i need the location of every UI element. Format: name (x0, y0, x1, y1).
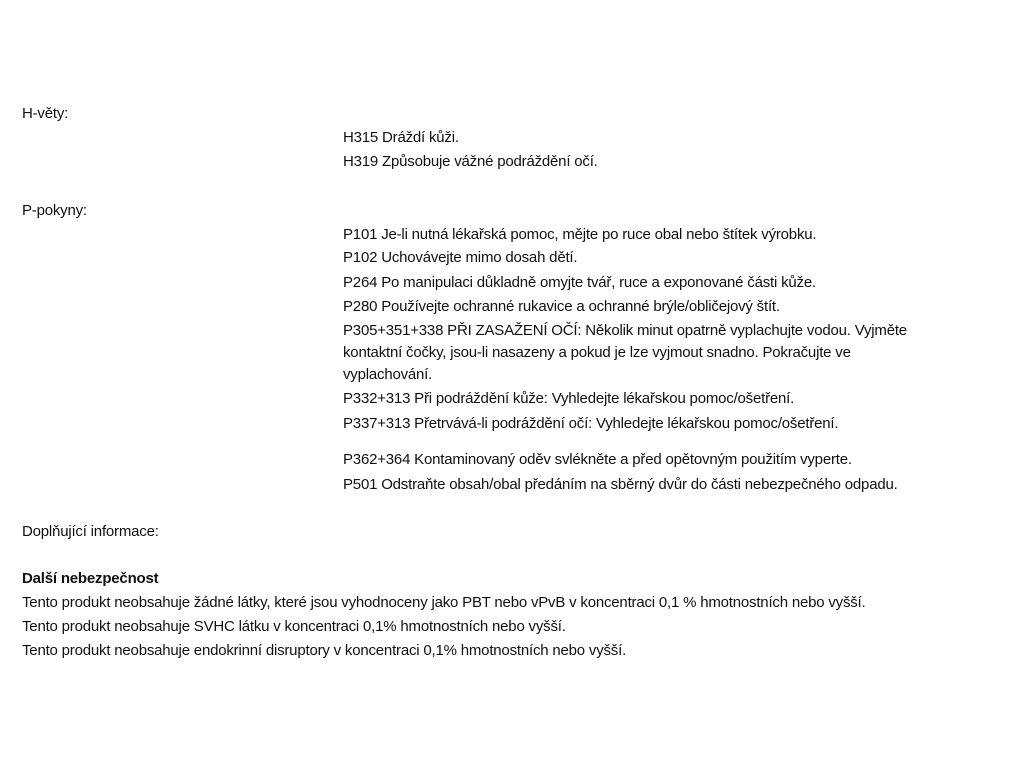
h-statement: H315 Dráždí kůži. (343, 129, 459, 146)
p-statement: P305+351+338 PŘI ZASAŽENÍ OČÍ: Několik minut opatrně vyplachujte vodou. Vyjměte (343, 322, 907, 339)
p-statement-continued: kontaktní čočky, jsou-li nasazeny a pokud je lze vyjmout snadno. Pokračujte ve (343, 344, 851, 361)
p-statement: P337+313 Přetrvává-li podráždění očí: Vyhledejte lékařskou pomoc/ošetření. (343, 415, 839, 432)
p-statement: P332+313 Při podráždění kůže: Vyhledejte lékařskou pomoc/ošetření. (343, 390, 795, 407)
p-statements-label: P-pokyny: (22, 202, 87, 219)
p-statement: P362+364 Kontaminovaný oděv svlékněte a před opětovným použitím vyperte. (343, 451, 852, 468)
other-hazards-line: Tento produkt neobsahuje endokrinní disruptory v koncentraci 0,1% hmotnostních nebo vyšší. (22, 642, 627, 659)
h-statement: H319 Způsobuje vážné podráždění očí. (343, 153, 598, 170)
p-statement: P101 Je-li nutná lékařská pomoc, mějte po ruce obal nebo štítek výrobku. (343, 226, 817, 243)
p-statement: P102 Uchovávejte mimo dosah dětí. (343, 249, 578, 266)
other-hazards-heading-text: Další nebezpečnost (22, 570, 159, 587)
p-statement: P280 Používejte ochranné rukavice a ochranné brýle/obličejový štít. (343, 298, 780, 315)
p-statement-continued: vyplachování. (343, 366, 433, 383)
supplementary-info-label: Doplňující informace: (22, 523, 159, 540)
other-hazards-line: Tento produkt neobsahuje žádné látky, které jsou vyhodnoceny jako PBT nebo vPvB v koncentraci 0,1 % hmotnostních nebo vyšší. (22, 594, 866, 611)
h-statements-label: H-věty: (22, 105, 69, 122)
other-hazards-line: Tento produkt neobsahuje SVHC látku v koncentraci 0,1% hmotnostních nebo vyšší. (22, 618, 566, 635)
p-statement: P264 Po manipulaci důkladně omyjte tvář, ruce a exponované části kůže. (343, 274, 816, 291)
other-hazards-heading (22, 569, 158, 589)
p-statement: P501 Odstraňte obsah/obal předáním na sběrný dvůr do části nebezpečného odpadu. (343, 476, 898, 493)
